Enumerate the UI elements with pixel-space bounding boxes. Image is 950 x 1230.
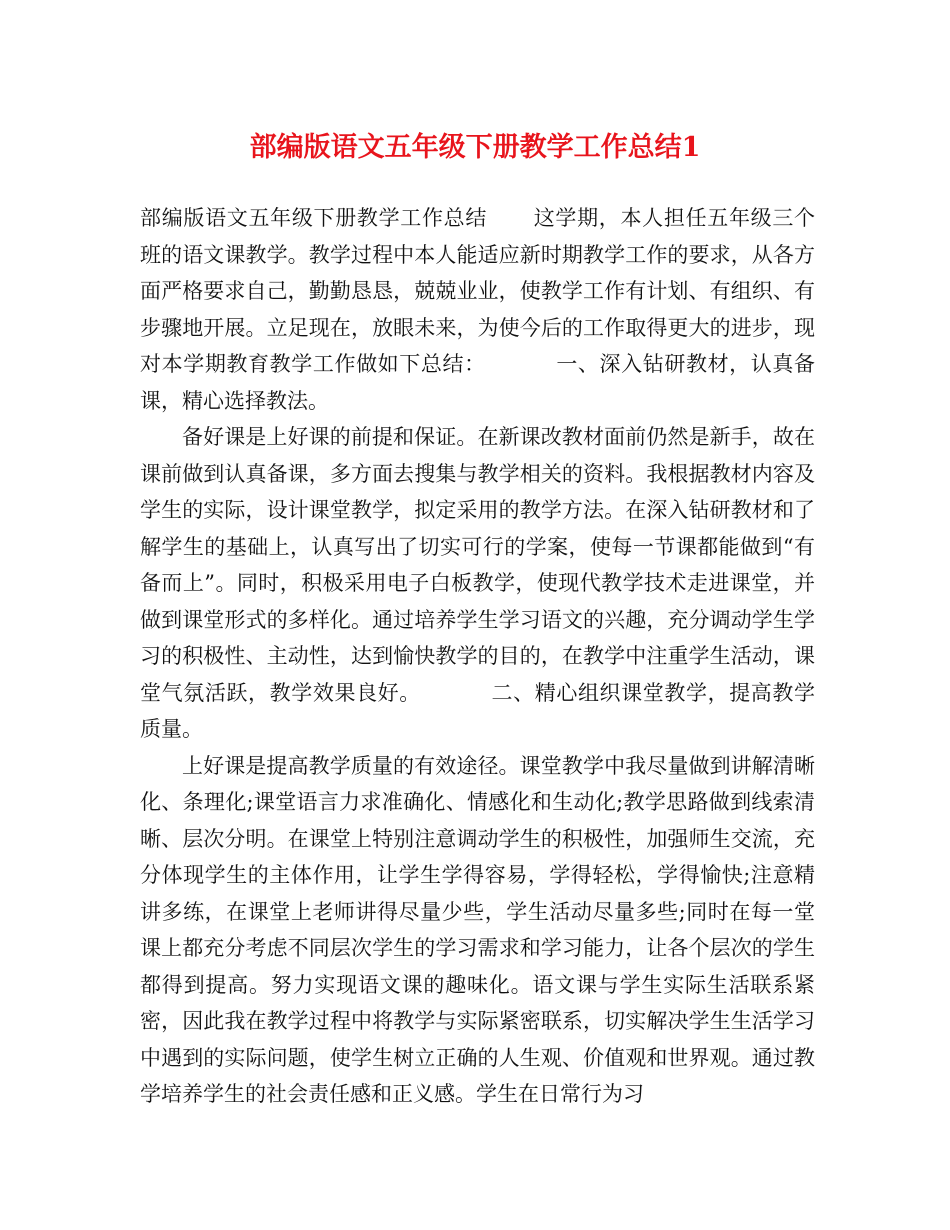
intro-paragraph: [140, 200, 815, 419]
intro-text: 这学期，本人担任五年级三个班的语文课教学。教学过程中本人能适应新时期教学工作的要求，从各方面严格要求自己，勤勤恳恳，兢兢业业，使教学工作有计划、有组织、有步骤地开展。立足现在，放眼未来，为使今后的工作取得更大的进步，现对本学期教育教学工作做如下总结：: [140, 206, 816, 376]
section2-heading: 二、精心组织课堂教学，提高教学质量。: [140, 680, 816, 741]
document-title: 部编版语文五年级下册教学工作总结1: [249, 132, 701, 163]
section1-heading: 一、深入钻研教材，认真备课，精心选择教法。: [140, 352, 816, 413]
section2-text: 上好课是提高教学质量的有效途径。课堂教学中我尽量做到讲解清晰化、条理化;课堂语言力求准确化、情感化和生动化;教学思路做到线索清晰、层次分明。在课堂上特别注意调动学生的积极性，加强师生交流，充分体现学生的主体作用，让学生学得容易，学得轻松，学得愉快;注意精讲多练，在课堂上老师讲得尽量少些，学生活动尽量多些;同时在每一堂课上都充分考虑不同层次学生的学习需求和学习能力，让各个层次的学生都得到提高。努力实现语文课的趣味化。语文课与学生实际生活联系紧密，因此我在教学过程中将教学与实际紧密联系，切实解决学生生活学习中遇到的实际问题，使学生树立正确的人生观、价值观和世界观。通过教学培养学生的社会责任感和正义感。学生在日常行为习: [140, 753, 815, 1106]
section1-paragraph: [140, 419, 815, 748]
intro-heading-text: 部编版语文五年级下册教学工作总结: [140, 206, 488, 230]
section1-text: 备好课是上好课的前提和保证。在新课改教材面前仍然是新手，故在课前做到认真备课，多方面去搜集与教学相关的资料。我根据教材内容及学生的实际，设计课堂教学，拟定采用的教学方法。在深入钻研教材和了解学生的基础上，认真写出了切实可行的学案，使每一节课都能做到“有备而上”。同时，积极采用电子白板教学，使现代教学技术走进课堂，并做到课堂形式的多样化。通过培养学生学习语文的兴趣，充分调动学生学习的积极性、主动性，达到愉快教学的目的，在教学中注重学生活动，课堂气氛活跃，教学效果良好。: [140, 425, 815, 705]
document-body: [140, 200, 815, 1113]
section2-paragraph: [140, 748, 815, 1113]
